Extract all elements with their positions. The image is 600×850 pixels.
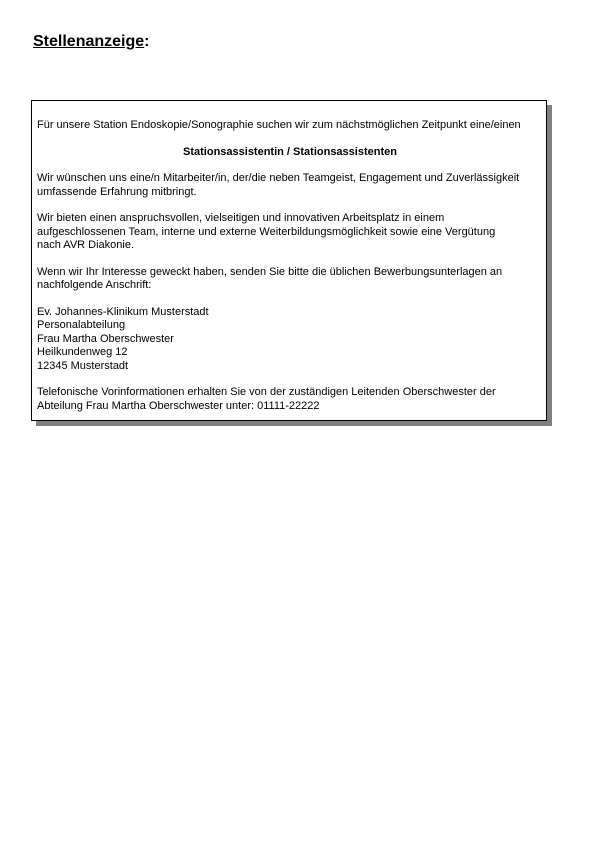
address-line-street: Heilkundenweg 12 xyxy=(37,346,128,358)
address-line-city: 12345 Musterstadt xyxy=(37,359,129,372)
heading-text: Stellenanzeige xyxy=(33,33,145,50)
ad-application-request: Wenn wir Ihr Interesse geweckt haben, senden Sie bitte die üblichen Bewerbungsunterlagen an nachfolgende Anschrift: xyxy=(37,265,503,291)
ad-offer: Wir bieten einen anspruchsvollen, vielseitigen und innovativen Arbeitsplatz in einem aufgeschlossenen Team, interne und externe Weiterbildungsmöglichkeit sowie eine Vergütung nach AVR Diakonie. xyxy=(37,212,496,251)
page-heading xyxy=(33,32,149,52)
heading-colon: : xyxy=(144,33,150,50)
ad-intro: Für unsere Station Endoskopie/Sonographie suchen wir zum nächstmöglichen Zeitpunkt eine/einen xyxy=(37,119,521,131)
address-line-department: Personalabteilung xyxy=(37,319,126,331)
address-line-contact: Frau Martha Oberschwester xyxy=(37,332,174,345)
address-line-organization: Ev. Johannes-Klinikum Musterstadt xyxy=(37,305,209,318)
job-ad-box xyxy=(31,100,547,421)
ad-wishes: Wir wünschen uns eine/n Mitarbeiter/in, der/die neben Teamgeist, Engagement und Zuverlässigkeit umfassende Erfahrung mitbringt. xyxy=(37,172,520,198)
address-block xyxy=(37,306,543,374)
ad-phone-info: Telefonische Vorinformationen erhalten Sie von der zuständigen Leitenden Oberschwester der Abteilung Frau Martha Oberschwester unter: 01111-22222 xyxy=(37,386,496,412)
job-ad-content xyxy=(37,119,543,413)
position-title: Stationsassistentin / Stationsassistenten xyxy=(183,145,397,158)
